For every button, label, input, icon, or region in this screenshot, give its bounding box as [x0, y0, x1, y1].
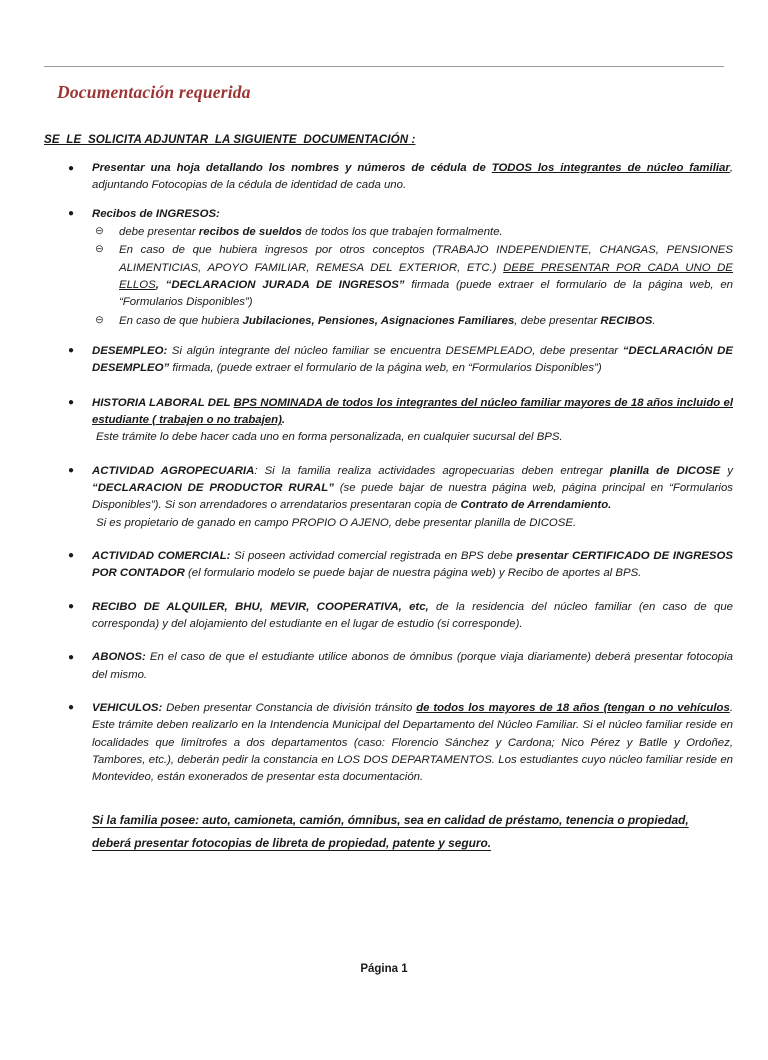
sub-text-underline: DEBE PRESENTAR POR CADA UNO DE ELLOS: [119, 261, 733, 291]
item-text-bold: .: [281, 413, 286, 426]
bullet-icon: ●: [68, 397, 75, 409]
sub-bullet-icon: ⊖: [95, 224, 104, 237]
closing-statement: Si la familia posee: auto, camioneta, camión, ómnibus, sea en calidad de préstamo, tenencia o propiedad, deberá presentar fotocopias de libreta de propiedad, patente y seguro.: [92, 812, 689, 851]
item-text: Deben presentar Constancia de división tránsito: [162, 701, 417, 714]
item-heading: Recibos de INGRESOS:: [92, 207, 220, 220]
item-label: DESEMPLEO:: [92, 344, 168, 357]
bullet-icon: ●: [68, 345, 75, 357]
item-tail-text: Este trámite lo debe hacer cada uno en forma personalizada, en cualquier sucursal del BPS.: [96, 431, 563, 444]
list-item-presentar-hoja: [44, 160, 733, 195]
sub-text: , debe presentar: [514, 314, 601, 327]
sub-text: firmada (puede extraer el formulario de la página web, en “Formularios Disponibles”): [119, 278, 733, 309]
bullet-icon: ●: [68, 208, 75, 220]
list-item-vehiculos: [44, 700, 733, 787]
bullet-icon: ●: [68, 550, 75, 562]
item-text: : Si la familia realiza actividades agropecuarias deben entregar: [254, 464, 610, 477]
sub-list-item-otros-conceptos: [92, 242, 733, 311]
sub-bullet-icon: ⊖: [95, 243, 104, 256]
sub-text: de todos los que trabajen formalmente.: [301, 225, 503, 238]
list-item-actividad-agropecuaria: [44, 463, 733, 532]
item-text: . Este trámite deben realizarlo en la Intendencia Municipal del Departamento del Núcleo Familiar. Si el núcleo familiar reside en localidades que limítrofes a dos departamentos (caso: Florencio Sánchez y Cardona; Nico Pérez y Batlle y Ordoñez, Tambores, etc.), deberán pedir la constancia en LOS DOS DEPARTAMENTOS. Los estudiantes cuyo núcleo familiar reside en Montevideo, están exonerados de presentar esta documentación.: [92, 701, 733, 784]
item-text: Si algún integrante del núcleo familiar se encuentra DESEMPLEADO, debe presentar: [167, 344, 623, 357]
item-label: ACTIVIDAD AGROPECUARIA: [92, 464, 255, 477]
sub-text-bold: , “DECLARACION JURADA DE INGRESOS”: [155, 278, 405, 291]
sub-text-bold: recibos de sueldos: [198, 225, 302, 238]
sub-text: .: [652, 314, 656, 327]
sub-text: debe presentar: [119, 225, 199, 238]
list-item-abonos: [44, 649, 733, 684]
list-item-recibo-alquiler: [44, 599, 733, 634]
document-page: [0, 66, 768, 1060]
item-text: de la residencia del núcleo familiar (en caso de que corresponda) y del alojamiento del estudiante en el lugar de estudio (si corresponde).: [92, 600, 733, 630]
sub-text-bold: Jubilaciones, Pensiones, Asignaciones Familiares: [242, 314, 515, 327]
bullet-icon: ●: [68, 651, 75, 663]
item-text-bold: “DECLARACION DE PRODUCTOR RURAL”: [92, 481, 334, 494]
sub-text-bold: RECIBOS: [600, 314, 653, 327]
page-title: Documentación requerida: [57, 82, 251, 102]
item-text-bold: planilla de DICOSE: [609, 464, 721, 477]
item-text: En el caso de que el estudiante utilice abonos de ómnibus (porque viaja diariamente) deberá presentar fotocopia del mismo.: [92, 651, 733, 681]
bullet-icon: ●: [68, 601, 75, 613]
item-text-underline: de todos los integrantes del núcleo familiar mayores de 18 años incluido el estudiante ( trabajen o no trabajen): [92, 396, 734, 426]
item-text: y: [720, 464, 733, 477]
item-text-bold: presentar CERTIFICADO DE INGRESOS POR CONTADOR: [92, 549, 733, 580]
list-item-historia-laboral: [44, 395, 733, 447]
sub-list: [92, 224, 733, 330]
bullet-icon: ●: [68, 162, 75, 174]
requirements-list: [35, 160, 733, 787]
item-tail-text: Si es propietario de ganado en campo PROPIO O AJENO, debe presentar planilla de DICOSE.: [96, 516, 577, 529]
item-label: ACTIVIDAD COMERCIAL:: [92, 549, 231, 562]
bullet-icon: ●: [68, 465, 75, 477]
item-text: Si poseen actividad comercial registrada en BPS debe: [230, 549, 517, 562]
list-item-desempleo: [44, 343, 733, 378]
item-label: HISTORIA LABORAL DEL: [92, 396, 234, 409]
sub-list-item-recibos-sueldos: [92, 224, 733, 241]
sub-text: En caso de que hubiera: [119, 314, 243, 327]
header-divider: [44, 66, 724, 67]
sub-list-item-jubilaciones: [92, 313, 733, 330]
page-footer: Página 1: [360, 963, 408, 975]
item-text-underline: de todos los mayores de 18 años (tengan o no vehículos: [416, 701, 730, 714]
bullet-icon: ●: [68, 702, 75, 714]
intro-heading: SE LE SOLICITA ADJUNTAR LA SIGUIENTE DOCUMENTACIÓN :: [44, 133, 416, 146]
item-text: (se puede bajar de nuestra página web, página principal en “Formularios Disponibles”). Si son arrendadores o arrendatarios presentaran copia de: [92, 481, 733, 512]
item-text-bold: “DECLARACIÓN DE DESEMPLEO”: [92, 344, 733, 375]
item-label: VEHICULOS:: [92, 701, 163, 714]
item-text-underline: BPS NOMINADA: [233, 396, 323, 409]
list-item-actividad-comercial: [44, 548, 733, 583]
item-text: (el formulario modelo se puede bajar de nuestra página web) y Recibo de aportes al BPS.: [184, 567, 642, 580]
item-label: ABONOS:: [92, 651, 146, 664]
item-text: firmada, (puede extraer el formulario de la página web, en “Formularios Disponibles”): [169, 362, 602, 375]
item-text: , adjuntando Fotocopias de la cédula de identidad de cada uno.: [92, 162, 733, 192]
item-text-underline: TODOS los integrantes de núcleo familiar: [491, 162, 730, 174]
sub-text: En caso de que hubiera ingresos por otros conceptos (TRABAJO INDEPENDIENTE, CHANGAS, PENSIONES ALIMENTICIAS, APOYO FAMILIAR, REMESA DEL EXTERIOR, ETC.): [119, 244, 733, 274]
sub-bullet-icon: ⊖: [95, 313, 104, 326]
item-text-bold: Contrato de Arrendamiento.: [460, 499, 612, 512]
item-label: RECIBO DE ALQUILER, BHU, MEVIR, COOPERATIVA, etc,: [92, 600, 429, 613]
item-text-bold: Presentar una hoja detallando los nombres y números de cédula de: [92, 162, 492, 174]
list-item-recibos-ingresos: [44, 206, 733, 330]
